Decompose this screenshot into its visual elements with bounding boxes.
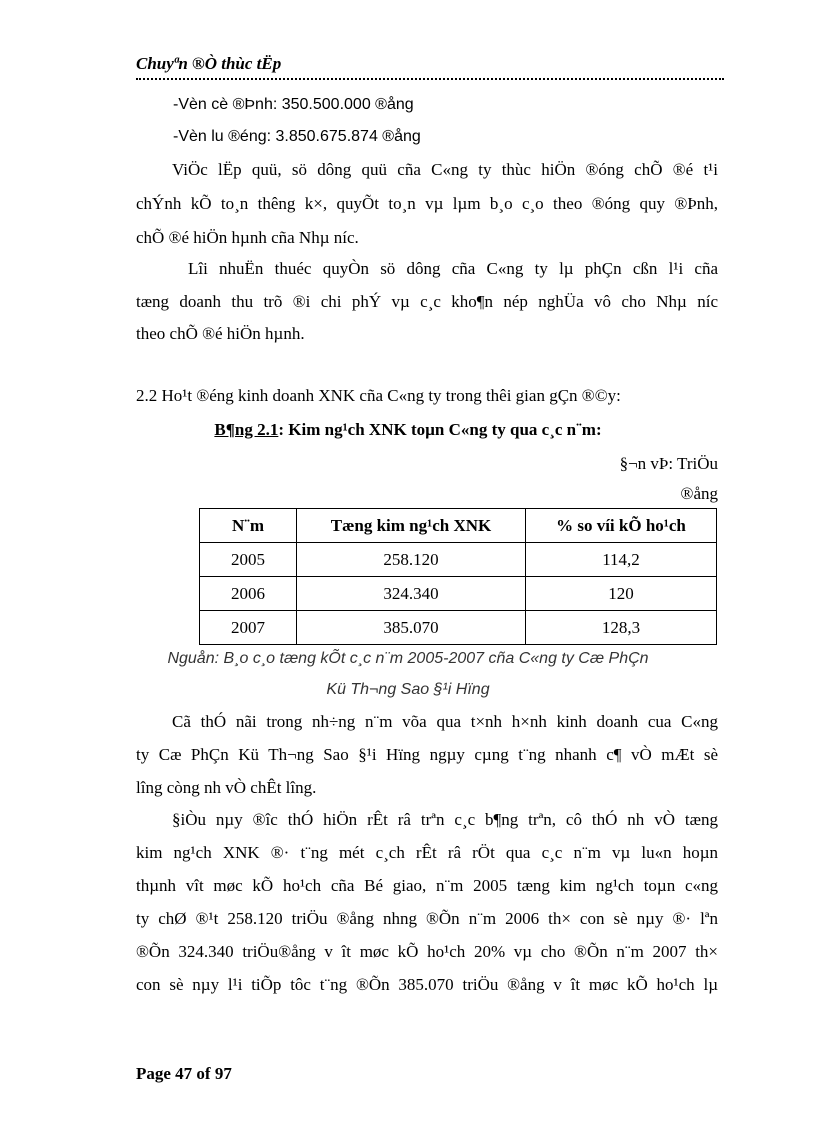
section-heading: 2.2 Ho¹t ®éng kinh doanh XNK cña C«ng ty trong thêi gian gÇn ®©y: — [136, 386, 621, 405]
page-header — [136, 52, 724, 80]
cell-turnover: 258.120 — [297, 543, 526, 577]
paragraph-profit-line-2: tæng doanh thu trõ ®i chi phÝ vµ c¸c kho¶n nép nghÜa vô cho Nhµ níc — [136, 292, 718, 311]
cell-year: 2007 — [200, 611, 297, 645]
header-title: Chuyªn ®Ò thùc tËp — [136, 54, 282, 73]
cell-year: 2006 — [200, 577, 297, 611]
unit-line-2: ®ång — [680, 484, 718, 503]
paragraph-detail-line-2: kim ng¹ch XNK ®· t¨ng mét c¸ch rÊt râ rÖt qua c¸c n¨m vµ lu«n hoµn — [136, 843, 718, 862]
page-number: Page 47 of 97 — [136, 1064, 232, 1083]
table-source-line-2: Kü Th¬ng Sao §¹i Hïng — [326, 681, 490, 698]
table-caption-text: : Kim ng¹ch XNK toµn C«ng ty qua c¸c n¨m: — [278, 420, 602, 439]
paragraph-funds-line-2: chÝnh kÕ to¸n thêng k×, quyÕt to¸n vµ lµm b¸o c¸o theo ®óng quy ®Þnh, — [136, 194, 718, 213]
paragraph-profit-line-1: Lîi nhuËn thuéc quyÒn sö dông cña C«ng ty lµ phÇn cßn l¹i cña — [188, 259, 718, 278]
paragraph-funds-line-1: ViÖc lËp quü, sö dông quü cña C«ng ty thùc hiÖn ®óng chÕ ®é t¹i — [172, 160, 718, 179]
paragraph-detail-line-3: thµnh vît møc kÕ ho¹ch cña Bé giao, n¨m 2005 tæng kim ng¹ch toµn c«ng — [136, 876, 718, 895]
header-year: N¨m — [200, 509, 297, 543]
table-caption-label: B¶ng 2.1 — [214, 420, 279, 439]
table-header-row — [200, 509, 717, 543]
cell-plan-percent: 120 — [526, 577, 717, 611]
paragraph-growth-line-1: Cã thÓ nãi trong nh÷ng n¨m võa qua t×nh h×nh kinh doanh cua C«ng — [172, 712, 718, 731]
cell-turnover: 385.070 — [297, 611, 526, 645]
table-row — [200, 543, 717, 577]
trade-turnover-table — [199, 508, 717, 645]
table-row — [200, 611, 717, 645]
paragraph-growth-line-2: ty Cæ PhÇn Kü Th¬ng Sao §¹i Hïng ngµy cµng t¨ng nhanh c¶ vÒ mÆt sè — [136, 745, 718, 764]
paragraph-funds-line-3: chÕ ®é hiÖn hµnh cña Nhµ níc. — [136, 228, 359, 247]
table-row — [200, 577, 717, 611]
cell-year: 2005 — [200, 543, 297, 577]
paragraph-detail-line-6: con sè nµy l¹i tiÕp tôc t¨ng ®Õn 385.070 triÖu ®ång v ît møc kÕ ho¹ch lµ — [136, 975, 718, 994]
paragraph-growth-line-3: lîng còng nh vÒ chÊt lîng. — [136, 778, 317, 797]
paragraph-profit-line-3: theo chÕ ®é hiÖn hµnh. — [136, 324, 305, 343]
cell-plan-percent: 114,2 — [526, 543, 717, 577]
working-capital-line: -Vèn lu ®éng: 3.850.675.874 ®ång — [173, 128, 421, 145]
paragraph-detail-line-4: ty chØ ®¹t 258.120 triÖu ®ång nhng ®Õn n¨m 2006 th× con sè nµy ®· lªn — [136, 909, 718, 928]
header-plan-percent: % so víi kÕ ho¹ch — [526, 509, 717, 543]
table-source-line-1: Nguån: B¸o c¸o tæng kÕt c¸c n¨m 2005-2007 cña C«ng ty Cæ PhÇn — [167, 650, 649, 667]
paragraph-detail-line-1: §iÒu nµy ®îc thÓ hiÖn rÊt râ trªn c¸c b¶ng trªn, cô thÓ nh vÒ tæng — [172, 810, 718, 829]
cell-turnover: 324.340 — [297, 577, 526, 611]
unit-line-1: §¬n vÞ: TriÖu — [619, 454, 718, 473]
table-caption — [0, 420, 816, 440]
paragraph-detail-line-5: ®Õn 324.340 triÖu®ång v ît møc kÕ ho¹ch 20% vµ cho ®Õn n¨m 2007 th× — [136, 942, 718, 961]
fixed-capital-line: -Vèn cè ®Þnh: 350.500.000 ®ång — [173, 96, 414, 113]
header-turnover: Tæng kim ng¹ch XNK — [297, 509, 526, 543]
cell-plan-percent: 128,3 — [526, 611, 717, 645]
